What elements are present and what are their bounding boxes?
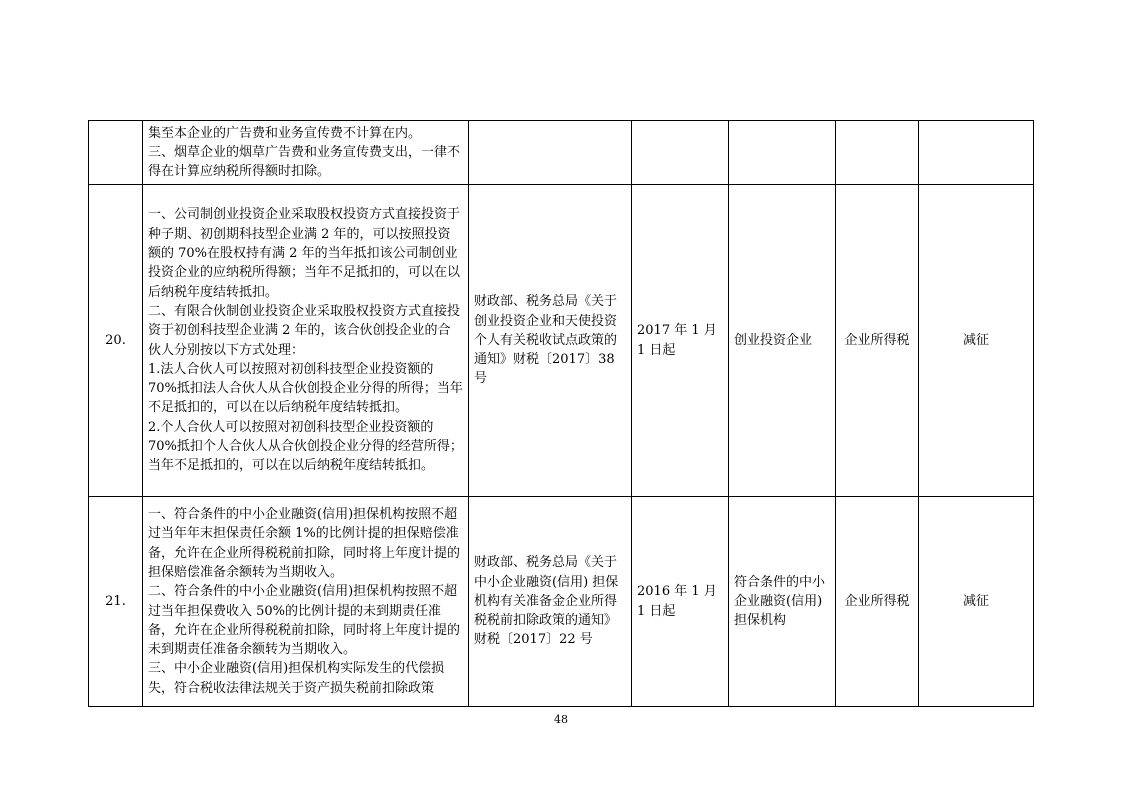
table-row <box>89 497 1034 707</box>
tax-type-cell <box>836 121 919 185</box>
content-paragraph: 一、符合条件的中小企业融资(信用)担保机构按照不超过当年年末担保责任余额 1%的比例计提的担保赔偿准备，允许在企业所得税税前扣除，同时将上年度计提的担保赔偿准备余额转为当期收入。 <box>148 507 461 580</box>
reduction-method: 减征 <box>919 185 1034 497</box>
content-paragraph: 2.个人合伙人可以按照对初创科技型企业投资额的 70%抵扣个人合伙人从合伙创投企业分得的经营所得；当年不足抵扣的，可以在以后纳税年度结转抵扣。 <box>148 419 463 474</box>
content-paragraph: 三、中小企业融资(信用)担保机构实际发生的代偿损失，符合税收法律法规关于资产损失税前扣除政策 <box>148 661 445 696</box>
tax-type: 企业所得税 <box>836 497 919 707</box>
beneficiary: 符合条件的中小企业融资(信用)担保机构 <box>729 497 836 707</box>
effective-date: 2017 年 1 月 1 日起 <box>632 185 729 497</box>
tax-policy-table <box>88 120 1034 707</box>
table-row <box>89 185 1034 497</box>
method-cell <box>919 121 1034 185</box>
content-paragraph: 三、烟草企业的烟草广告费和业务宣传费支出，一律不得在计算应纳税所得额时扣除。 <box>148 144 461 180</box>
policy-content-cell <box>143 121 469 185</box>
row-number: 21. <box>89 497 143 707</box>
policy-document: 财政部、税务总局《关于创业投资企业和天使投资个人有关税收试点政策的通知》财税〔2017〕38 号 <box>469 185 632 497</box>
beneficiary: 创业投资企业 <box>729 185 836 497</box>
reduction-method: 减征 <box>919 497 1034 707</box>
tax-type: 企业所得税 <box>836 185 919 497</box>
page-number: 48 <box>554 713 568 726</box>
policy-content-cell <box>143 185 469 497</box>
content-paragraph: 集至本企业的广告费和业务宣传费不计算在内。 <box>148 125 422 141</box>
row-number-cell <box>89 121 143 185</box>
content-paragraph: 二、有限合伙制创业投资企业采取股权投资方式直接投资于初创科技型企业满 2 年的，该合伙创投企业的合伙人分别按以下方式处理： <box>148 303 461 358</box>
content-paragraph: 1.法人合伙人可以按照对初创科技型企业投资额的 70%抵扣法人合伙人从合伙创投企业分得的所得；当年不足抵扣的，可以在以后纳税年度结转抵扣。 <box>148 361 463 416</box>
effective-date: 2016 年 1 月 1 日起 <box>632 497 729 707</box>
content-paragraph: 一、公司制创业投资企业采取股权投资方式直接投资于种子期、初创期科技型企业满 2 年的，可以按照投资额的 70%在股权持有满 2 年的当年抵扣该公司制创业投资企业的应纳税所得额；当年不足抵扣的，可以在以后纳税年度结转抵扣。 <box>148 207 461 300</box>
row-number: 20. <box>89 185 143 497</box>
policy-content-cell <box>143 497 469 707</box>
content-paragraph: 二、符合条件的中小企业融资(信用)担保机构按照不超过当年担保费收入 50%的比例计提的未到期责任准备，允许在企业所得税税前扣除，同时将上年度计提的未到期责任准备余额转为当期收入。 <box>148 584 461 658</box>
document-cell <box>469 121 632 185</box>
policy-document: 财政部、税务总局《关于中小企业融资(信用) 担保机构有关准备金企业所得税税前扣除政策的通知》财税〔2017〕22 号 <box>469 497 632 707</box>
effective-date-cell <box>632 121 729 185</box>
continuation-row <box>89 121 1034 185</box>
beneficiary-cell <box>729 121 836 185</box>
